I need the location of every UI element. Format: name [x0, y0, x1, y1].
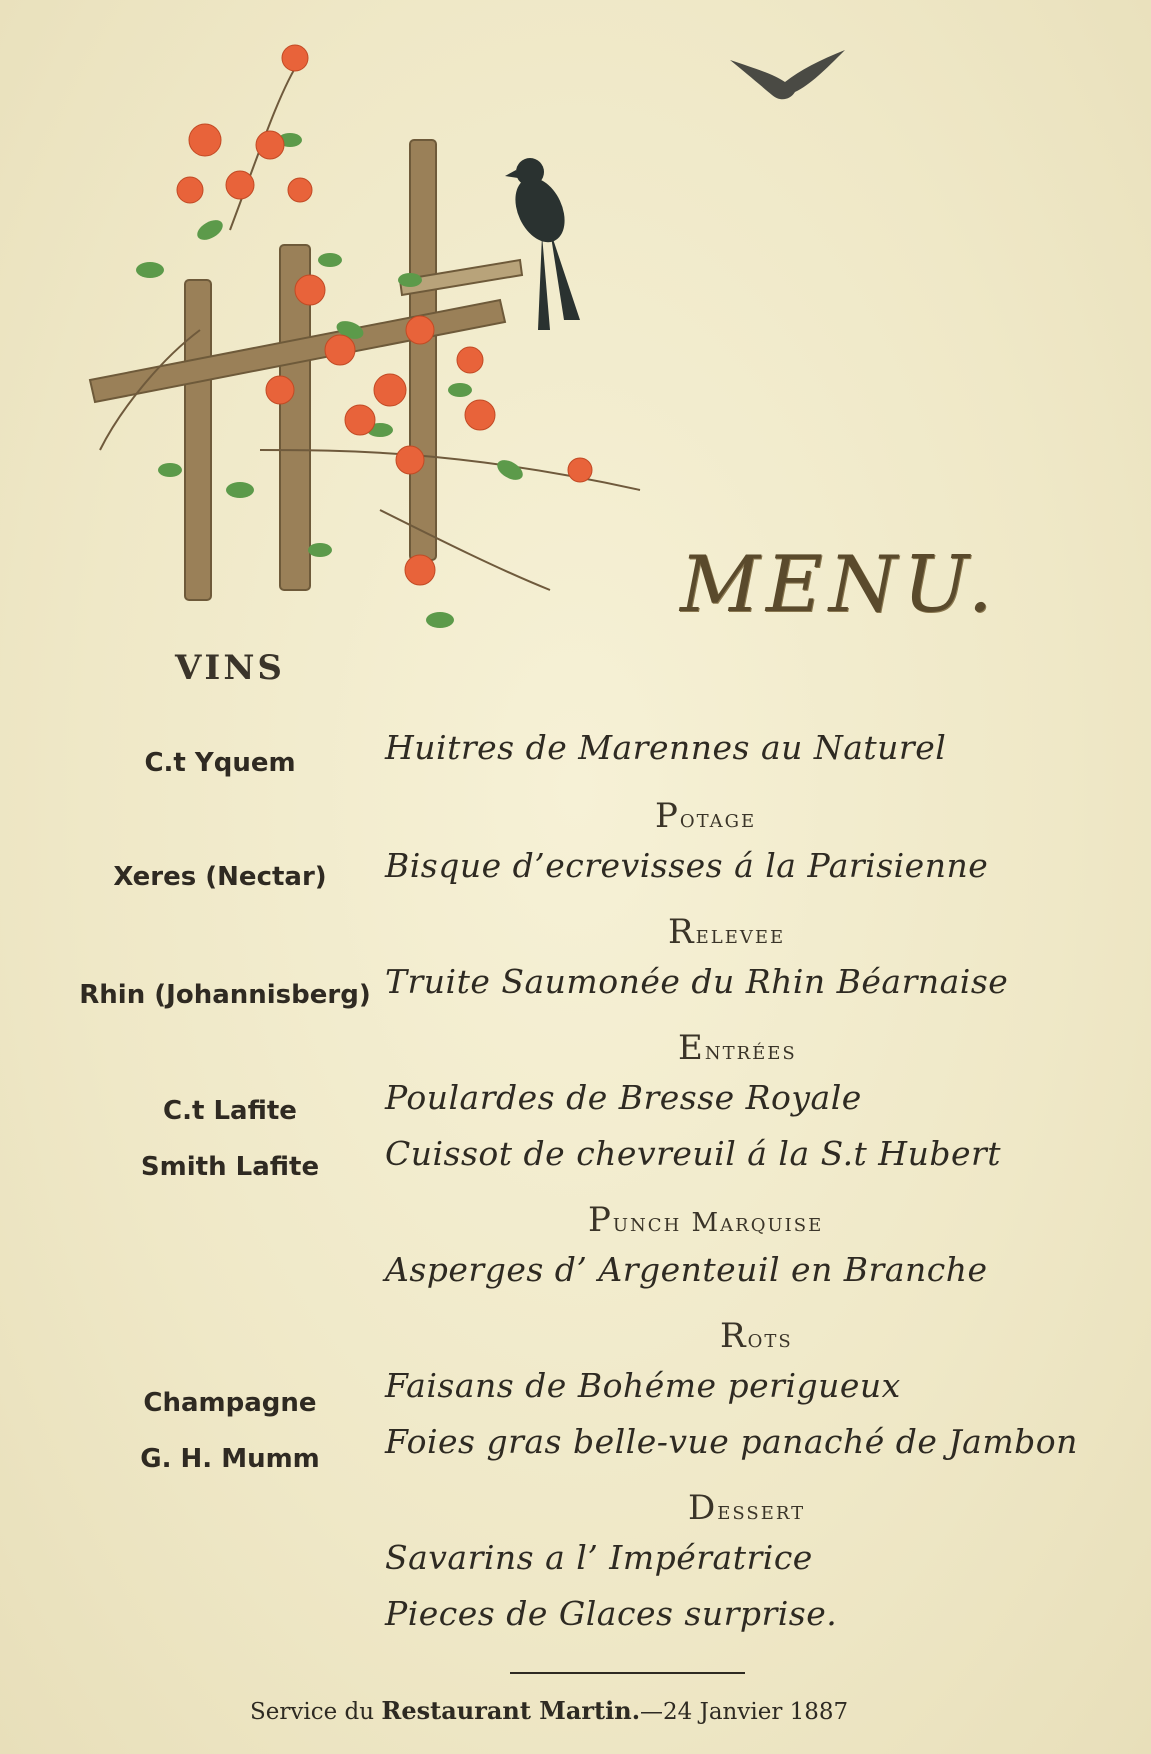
wooden-fence — [90, 140, 522, 600]
flowers — [177, 45, 592, 585]
wine-item: Rhin (Johannisberg) — [79, 980, 371, 1010]
dish-item: Bisque d’ecrevisses á la Parisienne — [385, 846, 989, 885]
restaurant-name: Restaurant Martin. — [381, 1696, 641, 1725]
divider-rule — [510, 1672, 745, 1674]
swallow-icon — [505, 158, 580, 330]
wine-item: Xeres (Nectar) — [113, 862, 327, 892]
course-heading: Rots — [720, 1316, 793, 1356]
course-heading: Punch Marquise — [588, 1200, 824, 1240]
course-heading: Relevee — [668, 912, 786, 952]
wine-item: G. H. Mumm — [140, 1444, 320, 1474]
wines-heading: VINS — [175, 648, 285, 688]
wine-item: Champagne — [143, 1388, 317, 1418]
footer-prefix: Service du — [250, 1699, 375, 1725]
menu-title: MENU. — [680, 540, 999, 630]
wine-item: C.t Lafite — [163, 1096, 297, 1126]
course-heading: Potage — [655, 796, 757, 836]
dish-item: Cuissot de chevreuil á la S.t Hubert — [385, 1134, 1002, 1173]
footer-line — [250, 1696, 990, 1725]
course-heading: Entrées — [678, 1028, 797, 1068]
wine-item: Smith Lafite — [140, 1152, 320, 1182]
dish-item: Savarins a l’ Impératrice — [385, 1538, 813, 1577]
dish-item: Faisans de Bohéme perigueux — [385, 1366, 901, 1405]
dish-item: Foies gras belle-vue panaché de Jambon — [385, 1422, 1078, 1461]
dish-item: Huitres de Marennes au Naturel — [385, 728, 947, 767]
floral-fence-illustration — [80, 30, 740, 650]
course-heading: Dessert — [688, 1488, 806, 1528]
dish-item: Poulardes de Bresse Royale — [385, 1078, 862, 1117]
flying-bird-icon — [720, 40, 850, 110]
footer-date: —24 Janvier 1887 — [640, 1699, 849, 1725]
wine-item: C.t Yquem — [144, 748, 296, 778]
dish-item: Asperges d’ Argenteuil en Branche — [385, 1250, 988, 1289]
dish-item: Pieces de Glaces surprise. — [385, 1594, 838, 1633]
dish-item: Truite Saumonée du Rhin Béarnaise — [385, 962, 1009, 1001]
